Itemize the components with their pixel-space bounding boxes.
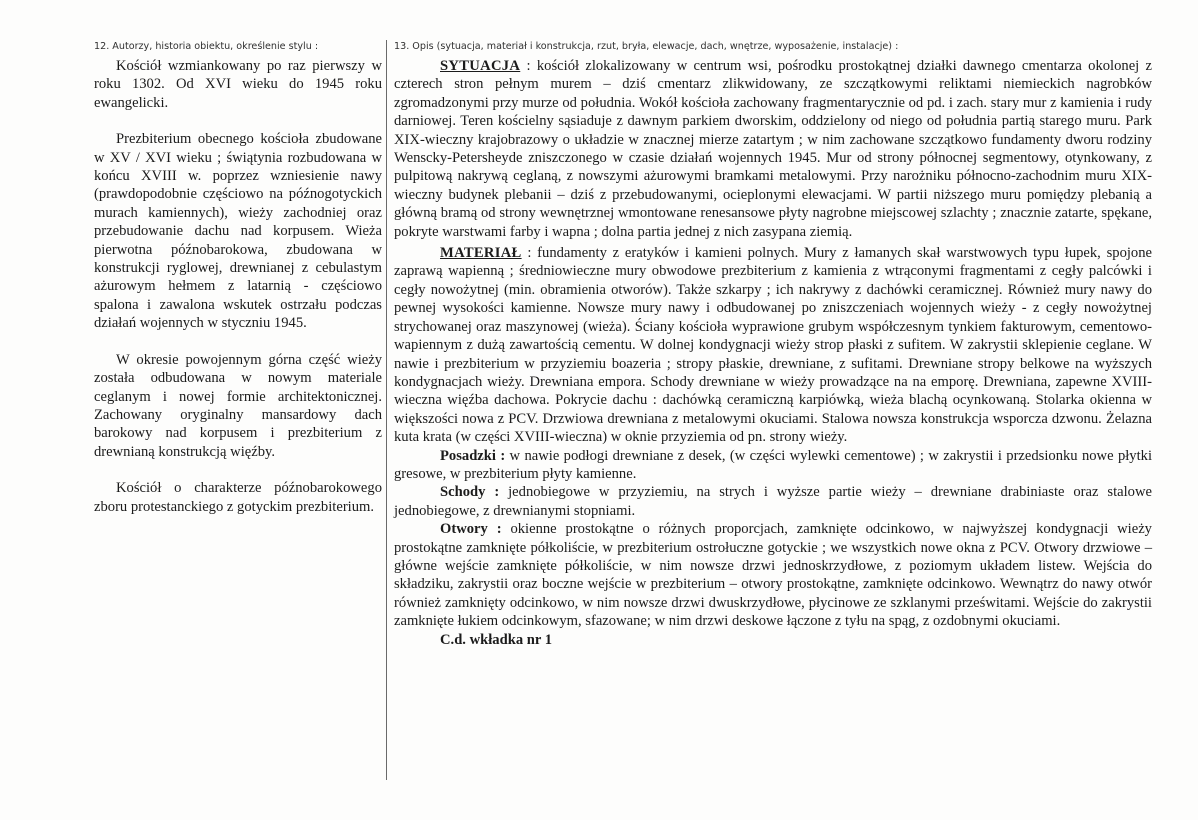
- otwory-label: Otwory :: [440, 521, 502, 538]
- material-label: MATERIAŁ: [440, 245, 522, 262]
- continuation-note: C.d. wkładka nr 1: [440, 631, 553, 648]
- otwory-paragraph: [394, 520, 1152, 630]
- history-paragraph: Kościół o charakterze późnobarokowego zboru protestanckiego z gotyckim prezbiterium.: [94, 480, 382, 515]
- sytuacja-paragraph: [394, 57, 1152, 241]
- material-paragraph: [394, 244, 1152, 446]
- schody-text: jednobiegowe w przyziemiu, na strych i wyższe partie wieży – drewniane drabiniaste oraz stalowe jednobiegowe, z drewnianymi stopniami.: [394, 484, 1152, 519]
- history-paragraph: W okresie powojennym górna część wieży została odbudowana w nowym materiale ceglanym i nowej formie architektonicznej. Zachowany oryginalny mansardowy dach barokowy nad korpusem i prezbiterium z drewnianą konstrukcją więźby.: [94, 351, 382, 460]
- history-paragraph: Kościół wzmiankowany po raz pierwszy w roku 1302. Od XVI wieku do 1945 roku ewangelicki.: [94, 58, 382, 111]
- sytuacja-text: : kościół zlokalizowany w centrum wsi, pośrodku prostokątnej działki dawnego cmentarza okolonej z czterech stron pełnym murem – dziś cmentarz zlikwidowany, ze szczątkowymi reliktami niemieckich nagrobków zgromadzonymi przy murze od południa. Wokół kościoła zachowany fragmentarycznie od pd. i zach. stary mur z kamienia i rudy darniowej. Teren kościelny sąsiaduje z dawnym parkiem dworskim, oddzielony od niego od południa partią starego muru. Park XIX-wieczny krajobrazowy o układzie w znacznej mierze zatartym ; w nim zachowane szczątkowo fundamenty dworu rodziny Wenscky-Petersheyde zniszczonego w czasie działań wojennych 1945. Mur od strony północnej segmentowy, otynkowany, z pulpitową nakrywą ceglaną, z nowszymi ażurowymi bramkami metalowymi. Przy narożniku północno-zachodnim muru XIX-wieczny budynek plebanii – dziś z przebudowanymi, ocieplonymi elewacjami. W partii niższego muru pomiędzy plebanią a główną bramą od strony wewnętrznej wmontowane renesansowe płyty nagrobne miejscowej szlachty ; znacznie zatarte, spękane, pokryte warstwami farby i wapna ; dolna partia jednej z nich zasypana ziemią.: [394, 58, 1152, 240]
- history-paragraph: Prezbiterium obecnego kościoła zbudowane w XV / XVI wieku ; świątynia rozbudowana w końcu XVIII w. poprzez wzniesienie nawy (prawdopodobnie częściowo na późnogotyckich murach kamiennych), wieży zachodniej oraz przebudowanie dachu nad korpusem. Wieża pierwotna późnobarokowa, zbudowana w konstrukcji ryglowej, drewnianej z cebulastym ażurowym hełmem z latarnią - częściowo spalona i zawalona wskutek ostrzału podczas działań wojennych w styczniu 1945.: [94, 131, 382, 332]
- otwory-text: okienne prostokątne o różnych proporcjach, zamknięte odcinkowo, w najwyższej kondygnacji wieży prostokątne zamknięte półkoliście, w prezbiterium ostrołuczne gotyckie ; we wszystkich nowe okna z PCV. Otwory drzwiowe – główne wejście zamknięte półkoliście, w nim nowsze drzwi jednoskrzydłowe, z poziomym układem listew. Wejścia do składziku, zakrystii oraz boczne wejście w prezbiterium – otwory prostokątne, zamknięte odcinkowo. Wewnątrz do nawy otwór również zamknięty odcinkowo, w nim nowsze drzwi dwuskrzydłowe, płycinowe ze szklanymi prześwitami. Wejście do zakrystii zamknięte łukiem odcinkowym, sfazowane; w nim drzwi deskowe łączone z tyłu na spąg, z ozdobnymi okuciami.: [394, 521, 1152, 630]
- posadzki-label: Posadzki :: [440, 447, 506, 464]
- history-column: [94, 57, 382, 516]
- continuation-note-line: [394, 631, 1152, 649]
- posadzki-paragraph: [394, 447, 1152, 484]
- schody-paragraph: [394, 483, 1152, 520]
- section-12-header: 12. Autorzy, historia obiektu, określenie stylu :: [94, 41, 319, 52]
- sytuacja-label: SYTUACJA: [440, 58, 521, 74]
- column-divider: [386, 40, 387, 780]
- material-text: : fundamenty z eratyków i kamieni polnych. Mury z łamanych skał warstwowych typu łupek, spojone zaprawą wapienną ; średniowieczne mury obwodowe prezbiterium z kamienia z wtrąconymi fragmentami z cegły palcówki i cegły nowożytnej (min. obramienia otworów). Także szkarpy ; ich nakrywy z dachówki ceramicznej. Również mury nawy do pewnej wysokości kamienne. Nowsze mury nawy i odbudowanej po zniszczeniach wojennych wieży - z cegły nowożytnej strychowanej oraz maszynowej (wieża). Ściany kościoła wyprawione grubym współczesnym tynkiem fakturowym, cementowo-wapiennym z dużą zawartością cementu. W dolnej kondygnacji wieży strop płaski z sufitem. W zakrystii sklepienie ceglane. W nawie i prezbiterium w przyziemiu boazeria ; stropy płaskie, drewniane, z sufitami. Drewniane stropy belkowe na wyższych kondygnacjach wieży. Drewniana empora. Schody drewniane w wieży prowadzące na na emporę. Drewniana, zapewne XVIII-wieczna więźba dachowa. Pokrycie dachu : dachówką ceramiczną karpiówką, wieża blachą ocynkowaną. Stolarka okienna w większości nowa z PCV. Drzwiowa drewniana z metalowymi okuciami. Stalowa nowsza konstrukcja wsporcza dzwonu. Żelazna kuta krata (w części XVIII-wieczna) w oknie przyziemia od pn. strony wieży.: [394, 245, 1152, 446]
- schody-label: Schody :: [440, 484, 500, 501]
- section-13-header: 13. Opis (sytuacja, materiał i konstrukcja, rzut, bryła, elewacje, dach, wnętrze, wyposażenie, instalacje) :: [394, 41, 899, 52]
- description-column: [394, 57, 1152, 649]
- posadzki-text: w nawie podłogi drewniane z desek, (w części wylewki cementowe) ; w zakrystii i przedsionku nowe płytki gresowe, w prezbiterium płyty kamienne.: [394, 447, 1152, 482]
